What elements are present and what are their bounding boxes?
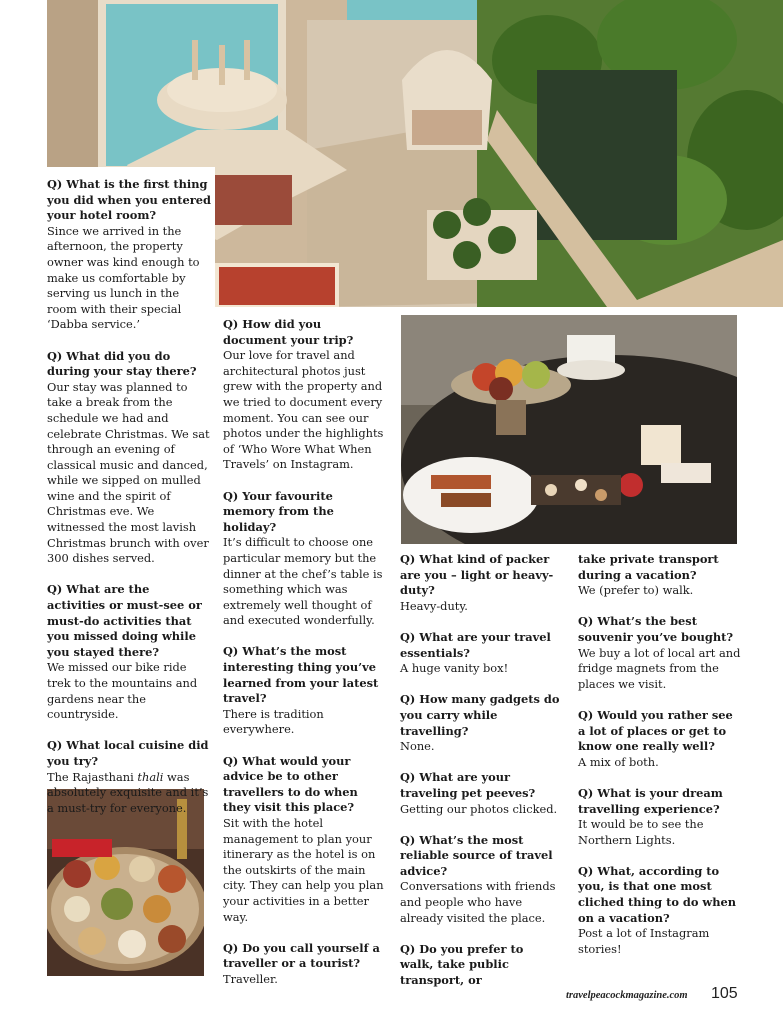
answer: We buy a lot of local art and fridge magnets from the places we visit. [578, 645, 741, 691]
column-4 [578, 552, 743, 973]
answer: It would be to see the Northern Lights. [578, 817, 704, 847]
answer: There is tradition everywhere. [223, 706, 324, 737]
answer: We missed our bike ride trek to the mountains and gardens near the countryside. [47, 660, 198, 722]
column-1 [47, 177, 211, 832]
answer: Sit with the hotel management to plan your itinerary as the hotel is on the outskirts of the main city. They can help you plan your activities in a better way. [223, 816, 384, 924]
qa-item [578, 864, 743, 958]
question: Q) What is the first thing you did when you entered your hotel room? [47, 177, 211, 223]
question: Q) Do you prefer to walk, take public transport, or [400, 941, 524, 988]
page-number: 105 [711, 985, 738, 1002]
column-3 [400, 552, 560, 1004]
qa-item [223, 941, 387, 988]
question: Q) What’s the most interesting thing you’ve learned from your latest travel? [223, 644, 379, 706]
question: Q) Your favourite memory from the holiday? [223, 488, 334, 534]
magazine-website: travelpeacockmagazine.com [566, 990, 688, 1001]
question: take private transport during a vacation? [578, 552, 719, 582]
column-2 [223, 317, 387, 1003]
answer: Traveller. [223, 971, 278, 986]
question: Q) How did you document your trip? [223, 317, 354, 347]
qa-item [400, 770, 560, 817]
question: Q) What kind of packer are you – light or heavy-duty? [400, 552, 554, 598]
answer-part: was absolutely exquisite and it’s a must-try for everyone. [47, 769, 209, 815]
qa-item [578, 552, 743, 599]
qa-item [47, 349, 211, 567]
question: Q) What’s the best souvenir you’ve bought? [578, 614, 734, 644]
qa-item [47, 582, 211, 722]
question: Q) What would your advice be to other travellers to do when they visit this place? [223, 753, 358, 815]
question: Q) Would you rather see a lot of places or get to know one really well? [578, 707, 733, 754]
question: Q) What local cuisine did you try? [47, 738, 209, 768]
qa-item [400, 692, 560, 754]
question: Q) What are your traveling pet peeves? [400, 770, 536, 800]
answer [47, 770, 211, 817]
qa-item [223, 644, 387, 738]
question: Q) What, according to you, is that one most cliched thing to do when on a vacation? [578, 863, 737, 925]
qa-item [47, 177, 211, 333]
answer: Getting our photos clicked. [400, 801, 558, 816]
qa-item [223, 317, 387, 473]
qa-item [47, 738, 211, 816]
qa-item [400, 833, 560, 927]
question: Q) How many gadgets do you carry while travelling? [400, 692, 560, 738]
answer: Conversations with friends and people who have already visited the place. [400, 879, 556, 925]
answer: None. [400, 739, 435, 754]
qa-item [400, 942, 560, 989]
question: Q) What’s the most reliable source of travel advice? [400, 832, 553, 878]
qa-item [223, 754, 387, 926]
answer: Heavy-duty. [400, 598, 468, 613]
answer: We (prefer to) walk. [578, 583, 694, 598]
answer: A mix of both. [578, 754, 659, 769]
dessert-table-photo [401, 315, 737, 544]
question: Q) What are your travel essentials? [400, 629, 551, 660]
answer: Our love for travel and architectural photos just grew with the property and we tried to document every moment. You can see our photos under the highlights of ‘Who Wore What When Travels’ on Instagram. [223, 348, 384, 472]
qa-item [578, 786, 743, 848]
answer-part: The Rajasthani [47, 769, 138, 784]
question: Q) What did you do during your stay there? [47, 348, 197, 379]
answer: Post a lot of Instagram stories! [578, 926, 710, 956]
answer: It’s difficult to choose one particular memory but the dinner at the chef’s table is something which was extremely well thought of and executed wonderfully. [223, 535, 383, 628]
question: Q) What are the activities or must-see or must-do activities that you missed doing while you stayed there? [47, 582, 202, 659]
qa-item [578, 708, 743, 770]
question: Q) What is your dream travelling experience? [578, 785, 723, 816]
qa-item [400, 552, 560, 614]
qa-item [400, 630, 560, 677]
answer: Since we arrived in the afternoon, the property owner was kind enough to make us comfortable by serving us lunch in the room with their special ‘Dabba service.’ [47, 223, 200, 332]
answer: Our stay was planned to take a break from the schedule we had and celebrate Christmas. We sat through an evening of classical music and danced, while we sipped on mulled wine and the spirit of Christmas eve. We witnessed the most lavish Christmas brunch with over 300 dishes served. [47, 379, 210, 566]
answer: A huge vanity box! [400, 661, 509, 676]
question: Q) Do you call yourself a traveller or a tourist? [223, 940, 380, 971]
qa-item [578, 614, 743, 692]
qa-item [223, 489, 387, 629]
answer-emphasis: thali [137, 769, 164, 784]
